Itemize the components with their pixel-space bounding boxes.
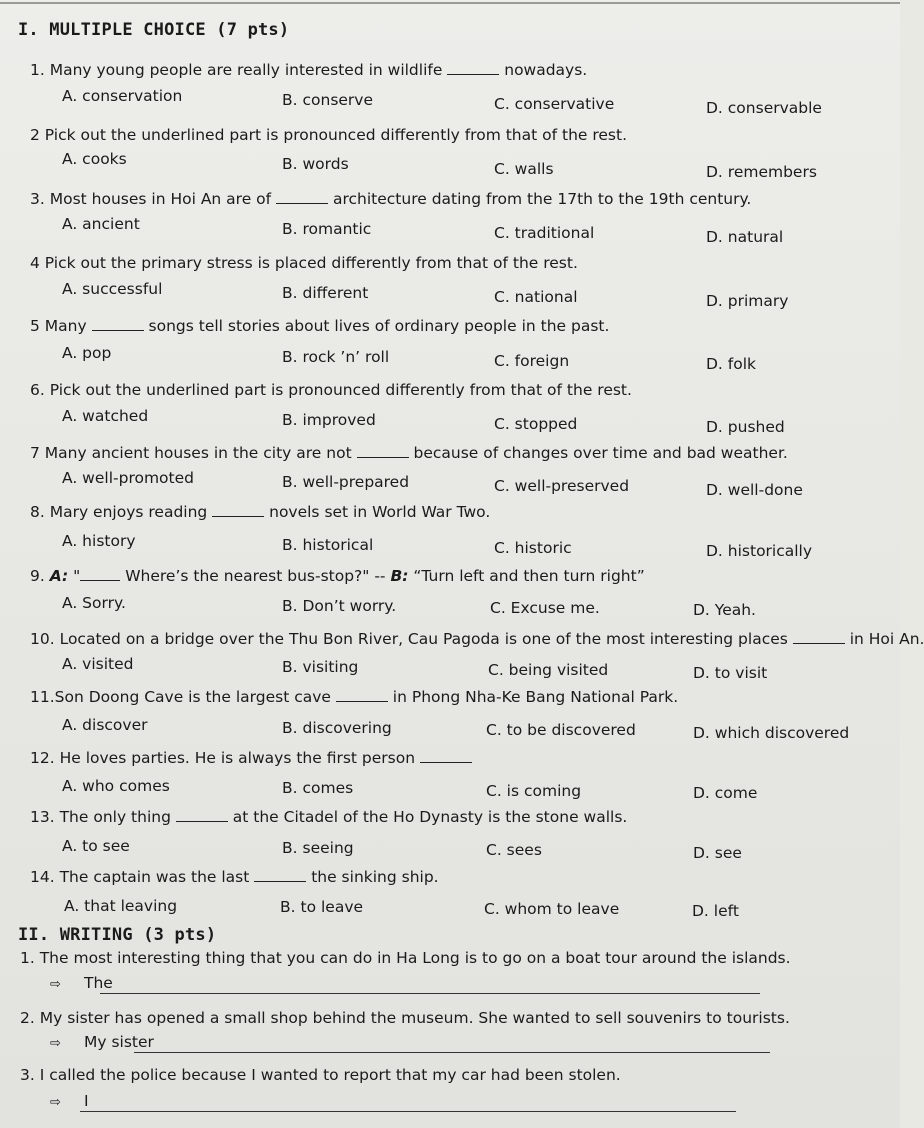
option-c[interactable]: C. foreign bbox=[494, 352, 570, 370]
answer-start-text: I bbox=[84, 1092, 89, 1110]
speaker-b-label: B: bbox=[390, 567, 409, 585]
writing-answer-line-2[interactable] bbox=[134, 1052, 770, 1053]
option-d[interactable]: D. to visit bbox=[693, 664, 768, 682]
option-d[interactable]: D. remembers bbox=[706, 163, 817, 181]
option-c[interactable]: C. to be discovered bbox=[486, 721, 636, 739]
option-d[interactable]: D. which discovered bbox=[693, 724, 850, 742]
option-a[interactable]: A. conservation bbox=[62, 87, 183, 105]
option-d[interactable]: D. primary bbox=[706, 292, 789, 310]
question-number: 9. bbox=[30, 567, 50, 585]
answer-start-text: The bbox=[84, 974, 113, 992]
question-text: 14. The captain was the last bbox=[30, 868, 255, 886]
question-9 bbox=[30, 567, 645, 585]
option-d[interactable]: D. well-done bbox=[706, 481, 803, 499]
question-text: " bbox=[68, 567, 81, 585]
option-b[interactable]: B. Don’t worry. bbox=[282, 597, 397, 615]
option-c[interactable]: C. is coming bbox=[486, 782, 582, 800]
option-b[interactable]: B. different bbox=[282, 284, 369, 302]
writing-prompt-3: 3. I called the police because I wanted to report that my car had been stolen. bbox=[20, 1066, 621, 1084]
option-b[interactable]: B. words bbox=[282, 155, 349, 173]
question-text: the sinking ship. bbox=[306, 868, 439, 886]
option-c[interactable]: C. Excuse me. bbox=[490, 599, 600, 617]
answer-blank[interactable] bbox=[420, 761, 472, 763]
option-c[interactable]: C. national bbox=[494, 288, 578, 306]
question-text: 13. The only thing bbox=[30, 808, 176, 826]
answer-blank[interactable] bbox=[92, 329, 144, 331]
answer-blank[interactable] bbox=[80, 579, 120, 581]
section-title-writing: II. WRITING (3 pts) bbox=[18, 925, 217, 945]
option-a[interactable]: A. watched bbox=[62, 407, 149, 425]
question-10 bbox=[30, 630, 924, 648]
answer-blank[interactable] bbox=[793, 642, 845, 644]
writing-answer-line-3[interactable] bbox=[80, 1111, 736, 1112]
option-c[interactable]: C. walls bbox=[494, 160, 554, 178]
question-text: in Phong Nha-Ke Bang National Park. bbox=[387, 688, 679, 706]
question-14 bbox=[30, 868, 439, 886]
option-c[interactable]: C. stopped bbox=[494, 415, 578, 433]
question-2 bbox=[30, 126, 627, 144]
question-text: 6. Pick out the underlined part is pronounced differently from that of the rest. bbox=[30, 381, 632, 399]
option-b[interactable]: B. improved bbox=[282, 411, 376, 429]
question-text: nowadays. bbox=[499, 61, 588, 79]
writing-prompt-2: 2. My sister has opened a small shop behind the museum. She wanted to sell souvenirs to tourists. bbox=[20, 1009, 790, 1027]
option-b[interactable]: B. historical bbox=[282, 536, 374, 554]
option-a[interactable]: A. discover bbox=[62, 716, 148, 734]
option-d[interactable]: D. see bbox=[693, 844, 742, 862]
option-b[interactable]: B. conserve bbox=[282, 91, 374, 109]
question-text: “Turn left and then turn right” bbox=[408, 567, 645, 585]
option-a[interactable]: A. who comes bbox=[62, 777, 170, 795]
answer-blank[interactable] bbox=[212, 515, 264, 517]
option-a[interactable]: A. ancient bbox=[62, 215, 140, 233]
question-7 bbox=[30, 444, 788, 462]
writing-answer-3 bbox=[50, 1092, 89, 1110]
question-text: Where’s the nearest bus-stop?" -- bbox=[120, 567, 391, 585]
option-c[interactable]: C. whom to leave bbox=[484, 900, 620, 918]
option-d[interactable]: D. Yeah. bbox=[693, 601, 756, 619]
option-b[interactable]: B. visiting bbox=[282, 658, 359, 676]
question-text: at the Citadel of the Ho Dynasty is the stone walls. bbox=[227, 808, 628, 826]
option-b[interactable]: B. well-prepared bbox=[282, 473, 410, 491]
question-text: 8. Mary enjoys reading bbox=[30, 503, 213, 521]
answer-blank[interactable] bbox=[357, 456, 409, 458]
option-a[interactable]: A. Sorry. bbox=[62, 594, 126, 612]
option-d[interactable]: D. come bbox=[693, 784, 758, 802]
question-text: 4 Pick out the primary stress is placed differently from that of the rest. bbox=[30, 254, 578, 272]
option-c[interactable]: C. traditional bbox=[494, 224, 595, 242]
question-1 bbox=[30, 61, 587, 79]
question-text: 12. He loves parties. He is always the first person bbox=[30, 749, 420, 767]
arrow-right-icon: ⇨ bbox=[50, 1095, 61, 1110]
question-6 bbox=[30, 381, 632, 399]
question-5 bbox=[30, 317, 609, 335]
question-text: because of changes over time and bad weather. bbox=[408, 444, 788, 462]
question-13 bbox=[30, 808, 627, 826]
question-3 bbox=[30, 190, 751, 208]
question-11 bbox=[30, 688, 678, 706]
option-b[interactable]: B. seeing bbox=[282, 839, 354, 857]
option-a[interactable]: A. well-promoted bbox=[62, 469, 194, 487]
option-b[interactable]: B. discovering bbox=[282, 719, 392, 737]
option-a[interactable]: A. visited bbox=[62, 655, 134, 673]
arrow-right-icon: ⇨ bbox=[50, 977, 61, 992]
question-text: 11.Son Doong Cave is the largest cave bbox=[30, 688, 336, 706]
option-c[interactable]: C. well-preserved bbox=[494, 477, 630, 495]
option-d[interactable]: D. natural bbox=[706, 228, 784, 246]
writing-answer-line-1[interactable] bbox=[100, 993, 760, 994]
question-8 bbox=[30, 503, 490, 521]
option-c[interactable]: C. conservative bbox=[494, 95, 615, 113]
option-b[interactable]: B. comes bbox=[282, 779, 354, 797]
question-text: 3. Most houses in Hoi An are of bbox=[30, 190, 277, 208]
option-c[interactable]: C. historic bbox=[494, 539, 572, 557]
option-d[interactable]: D. pushed bbox=[706, 418, 785, 436]
writing-prompt-1: 1. The most interesting thing that you can do in Ha Long is to go on a boat tour around the islands. bbox=[20, 949, 791, 967]
option-a[interactable]: A. history bbox=[62, 532, 136, 550]
option-a[interactable]: A. that leaving bbox=[64, 897, 178, 915]
writing-answer-1 bbox=[50, 974, 113, 992]
answer-start-text: My sister bbox=[84, 1033, 154, 1051]
question-text: 2 Pick out the underlined part is pronounced differently from that of the rest. bbox=[30, 126, 628, 144]
option-a[interactable]: A. cooks bbox=[62, 150, 127, 168]
option-a[interactable]: A. to see bbox=[62, 837, 130, 855]
question-text: 10. Located on a bridge over the Thu Bon River, Cau Pagoda is one of the most interesting places bbox=[30, 630, 793, 648]
question-text: songs tell stories about lives of ordinary people in the past. bbox=[143, 317, 610, 335]
question-text: 1. Many young people are really interested in wildlife bbox=[30, 61, 448, 79]
option-c[interactable]: C. being visited bbox=[488, 661, 609, 679]
option-b[interactable]: B. romantic bbox=[282, 220, 372, 238]
option-d[interactable]: D. historically bbox=[706, 542, 813, 560]
question-text: 5 Many bbox=[30, 317, 92, 335]
option-b[interactable]: B. to leave bbox=[280, 898, 364, 916]
question-text: architecture dating from the 17th to the 19th century. bbox=[328, 190, 752, 208]
question-4 bbox=[30, 254, 578, 272]
question-text: novels set in World War Two. bbox=[264, 503, 491, 521]
arrow-right-icon: ⇨ bbox=[50, 1036, 61, 1051]
speaker-a-label: A: bbox=[49, 567, 69, 585]
option-d[interactable]: D. conservable bbox=[706, 99, 822, 117]
question-text: 7 Many ancient houses in the city are not bbox=[30, 444, 357, 462]
answer-blank[interactable] bbox=[276, 202, 328, 204]
option-c[interactable]: C. sees bbox=[486, 841, 542, 859]
section-title-multiple-choice: I. MULTIPLE CHOICE (7 pts) bbox=[18, 20, 290, 40]
answer-blank[interactable] bbox=[447, 73, 499, 75]
option-d[interactable]: D. left bbox=[692, 902, 739, 920]
answer-blank[interactable] bbox=[176, 820, 228, 822]
question-text: in Hoi An. bbox=[844, 630, 924, 648]
option-a[interactable]: A. successful bbox=[62, 280, 163, 298]
answer-blank[interactable] bbox=[336, 700, 388, 702]
option-d[interactable]: D. folk bbox=[706, 355, 757, 373]
option-a[interactable]: A. pop bbox=[62, 344, 112, 362]
question-12 bbox=[30, 749, 472, 767]
answer-blank[interactable] bbox=[254, 880, 306, 882]
top-border-line bbox=[0, 2, 900, 4]
option-b[interactable]: B. rock ’n’ roll bbox=[282, 348, 390, 366]
writing-answer-2 bbox=[50, 1033, 154, 1051]
